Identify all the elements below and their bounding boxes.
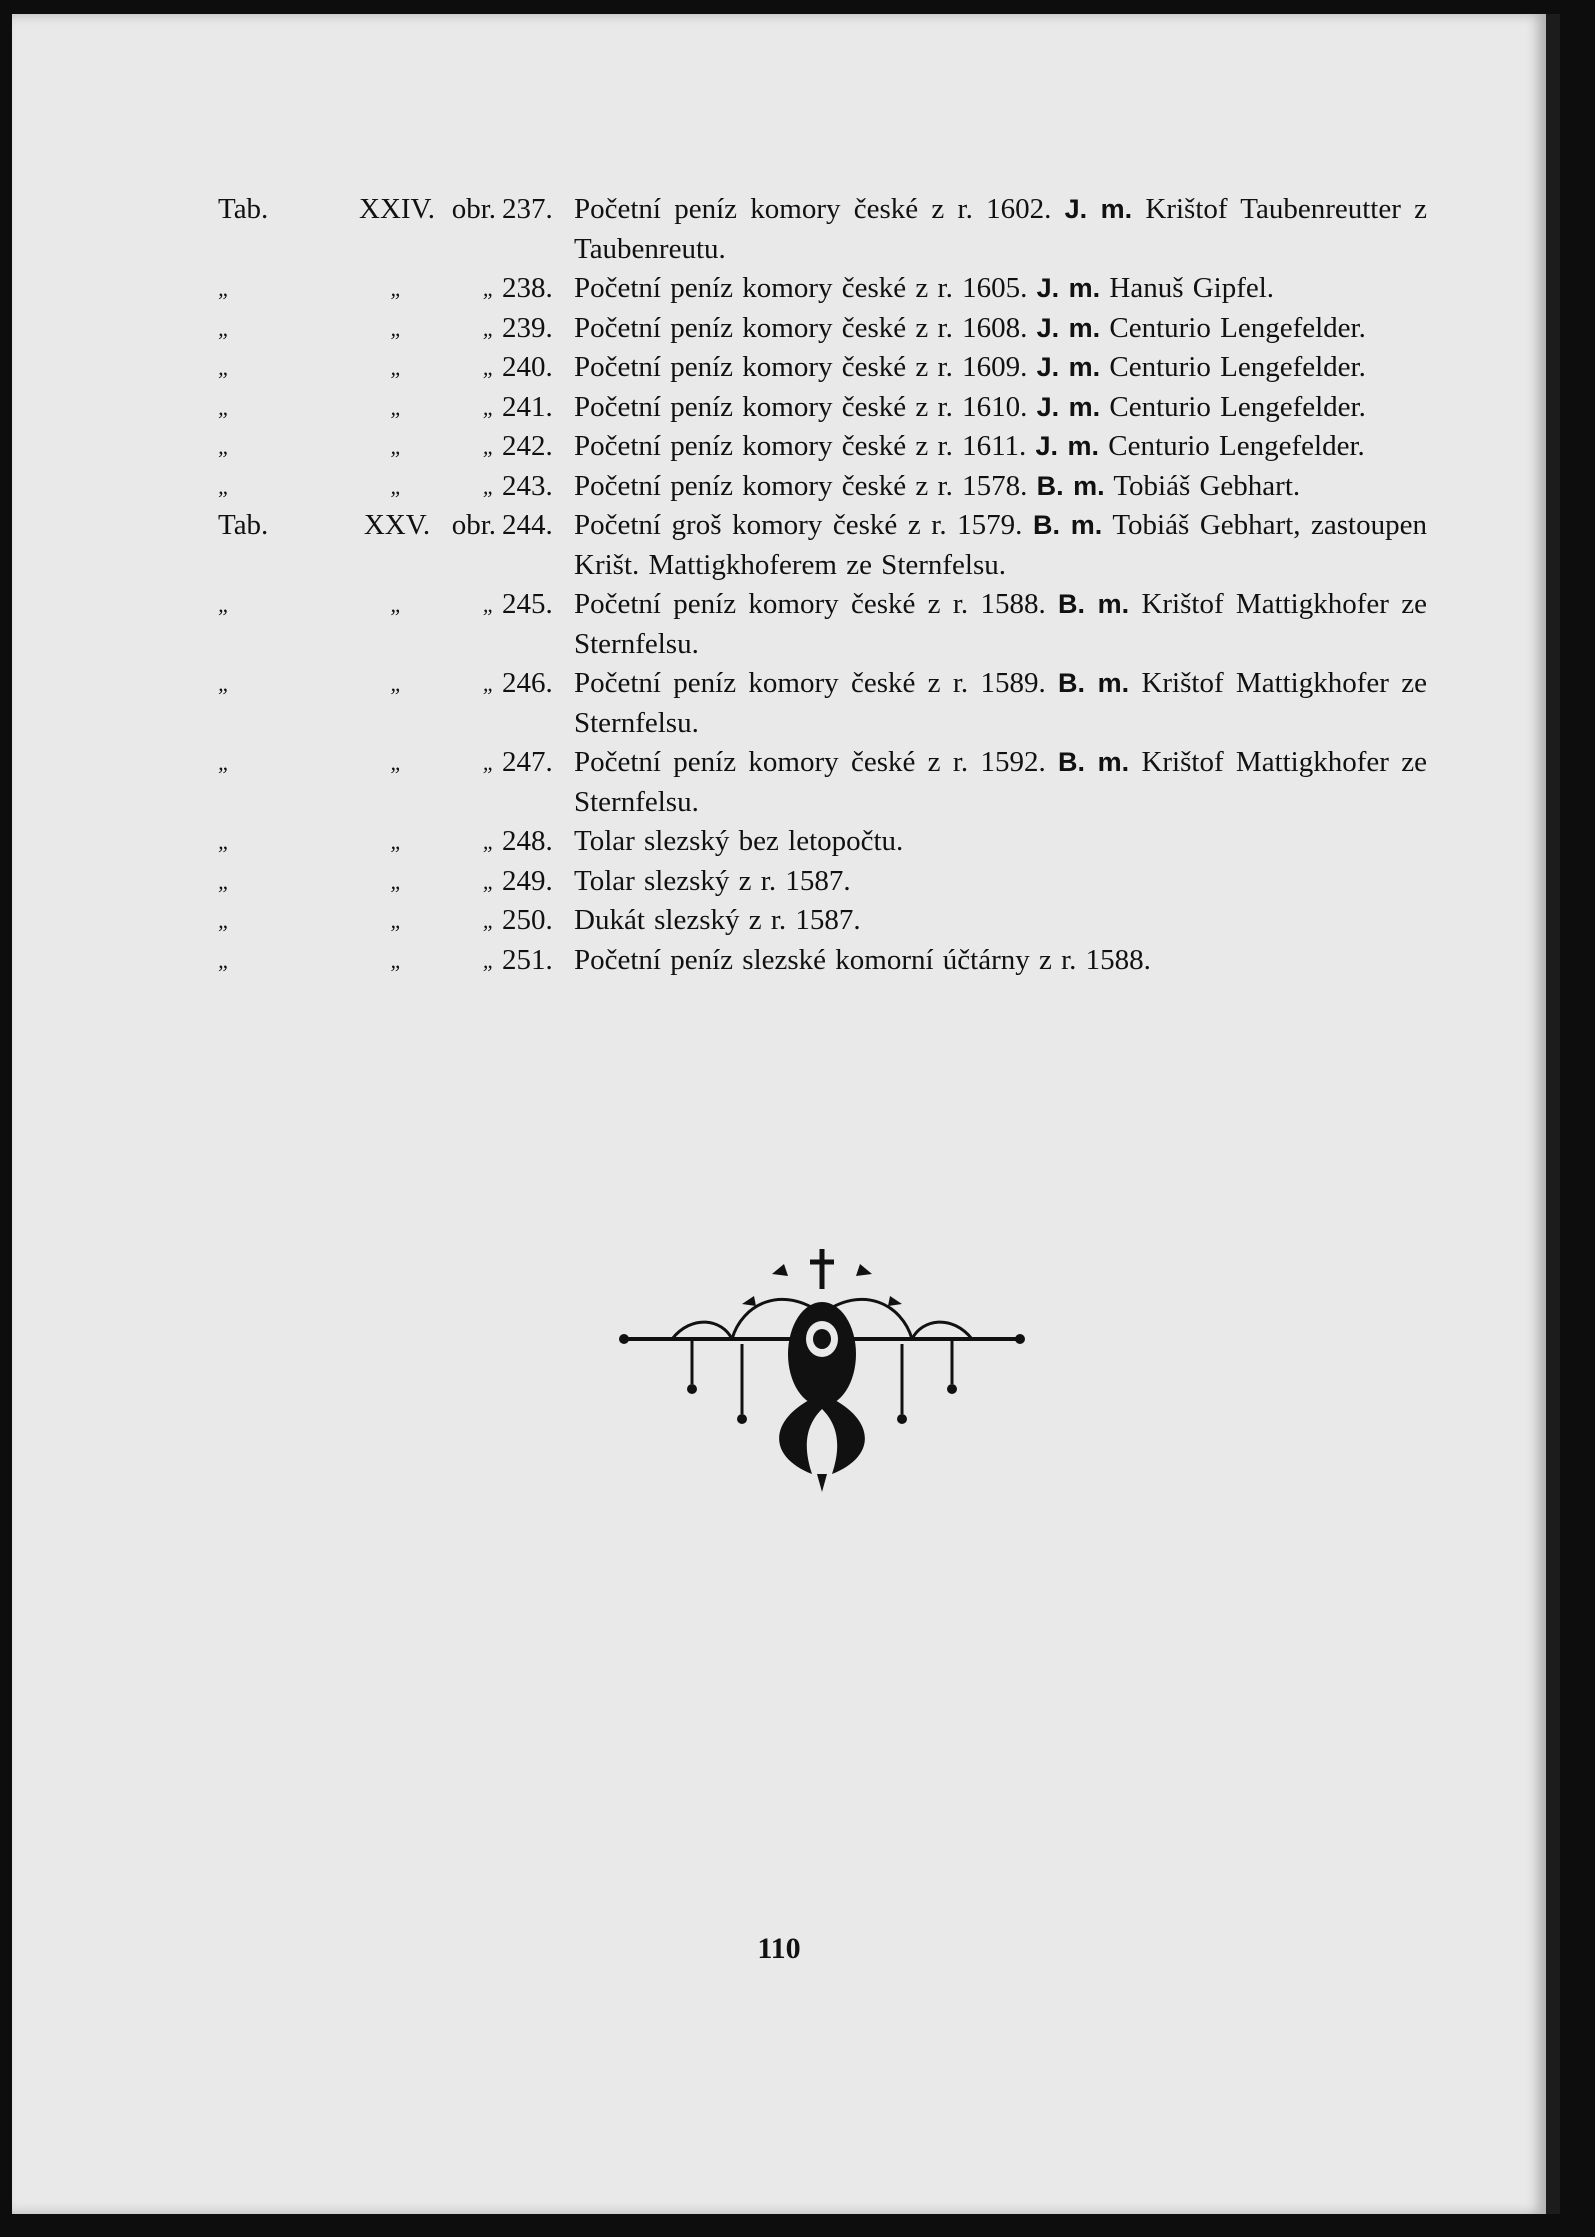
- figure-label-text: „: [482, 434, 496, 459]
- figure-number: 244.: [502, 509, 553, 541]
- description-text: Tolar slezský z r. 1587.: [574, 864, 851, 897]
- catalog-entry: [212, 862, 1427, 902]
- figure-number: 238.: [502, 272, 553, 304]
- plate-number: „: [390, 868, 404, 894]
- plate-column: [212, 822, 352, 862]
- figure-label: [442, 506, 500, 585]
- catalog-entry: [212, 467, 1427, 507]
- plate-column: [212, 269, 352, 309]
- figure-label: [442, 269, 500, 309]
- figure-label-text: obr.: [451, 193, 496, 225]
- catalog-entry: [212, 388, 1427, 428]
- plate-number: „: [390, 947, 404, 973]
- figure-label: [442, 901, 500, 941]
- plate-number: „: [390, 671, 404, 696]
- description-text: Početní peníz komory české z r. 1578.: [574, 469, 1037, 502]
- entry-description: [572, 427, 1427, 467]
- figure-number: 247.: [502, 746, 553, 778]
- plate-number: „: [390, 592, 404, 617]
- figure-label: [442, 427, 500, 467]
- catalog-entry: [212, 506, 1427, 585]
- description-text: Početní peníz komory české z r. 1589.: [574, 667, 1059, 699]
- description-text: Centurio Lengefelder.: [1100, 311, 1366, 344]
- plate-label: Tab.: [218, 509, 269, 541]
- entry-description: [572, 506, 1427, 585]
- description-text: Početní peníz komory české z r. 1592.: [574, 746, 1059, 778]
- plate-number: XXV.: [363, 509, 431, 541]
- plate-column: [212, 190, 352, 269]
- plate-column: [212, 506, 352, 585]
- catalog-entry: [212, 822, 1427, 862]
- figure-label: [442, 743, 500, 822]
- description-text: Krištof Mattigkhofer ze Sternfelsu.: [574, 746, 1427, 818]
- plate-label: „: [218, 947, 232, 973]
- description-text: Početní peníz komory české z r. 1611.: [574, 430, 1036, 462]
- catalog-entry: [212, 901, 1427, 941]
- description-text: Početní peníz slezské komorní účtárny z r. 1588.: [574, 943, 1151, 976]
- description-text: Tolar slezský bez letopočtu.: [574, 825, 904, 857]
- description-text: Krištof Mattigkhofer ze Sternfelsu.: [574, 588, 1427, 660]
- description-text: Centurio Lengefelder.: [1100, 390, 1366, 423]
- plate-label: „: [218, 434, 232, 459]
- mint-mark: J. m.: [1036, 273, 1101, 303]
- plate-number: „: [390, 276, 404, 301]
- mint-mark: B. m.: [1032, 510, 1103, 540]
- description-text: Početní peníz komory české z r. 1588.: [574, 588, 1059, 620]
- figure-number: 241.: [502, 390, 553, 423]
- mint-mark: B. m.: [1058, 589, 1130, 619]
- figure-label: [442, 348, 500, 388]
- entry-description: [572, 348, 1427, 388]
- catalog-entry: [212, 190, 1427, 269]
- plate-column: [212, 388, 352, 428]
- mint-mark: B. m.: [1058, 747, 1130, 777]
- description-text: Centurio Lengefelder.: [1100, 351, 1366, 383]
- catalog-entries: [212, 190, 1427, 980]
- plate-column: [212, 862, 352, 902]
- mint-mark: B. m.: [1058, 668, 1130, 698]
- plate-column: [212, 309, 352, 349]
- entry-description: [572, 901, 1427, 941]
- figure-number: 237.: [502, 193, 553, 225]
- figure-label-text: „: [482, 829, 496, 854]
- description-text: Početní peníz komory české z r. 1608.: [574, 311, 1037, 344]
- figure-label-text: „: [482, 355, 496, 380]
- figure-number: 250.: [502, 904, 553, 936]
- catalog-entry: [212, 941, 1427, 981]
- plate-label: „: [218, 750, 232, 775]
- description-text: Krištof Taubenreutter z Taubenreutu.: [574, 193, 1427, 265]
- entry-description: [572, 309, 1427, 349]
- figure-label-text: „: [482, 750, 496, 775]
- figure-label: [442, 190, 500, 269]
- plate-label: „: [218, 473, 232, 499]
- figure-label: [442, 467, 500, 507]
- plate-column: [212, 585, 352, 664]
- figure-label: [442, 388, 500, 428]
- entry-description: [572, 743, 1427, 822]
- plate-number: „: [390, 473, 404, 499]
- cross-ornament-icon: [612, 1244, 1032, 1494]
- plate-column: [212, 467, 352, 507]
- figure-label-text: „: [482, 592, 496, 617]
- figure-number: 239.: [502, 311, 553, 344]
- figure-label-text: „: [482, 276, 496, 301]
- plate-label: Tab.: [218, 193, 269, 225]
- plate-number: „: [390, 315, 404, 341]
- mint-mark: J. m.: [1036, 391, 1101, 422]
- description-text: Početní groš komory české z r. 1579.: [574, 509, 1033, 541]
- plate-number: „: [390, 394, 404, 420]
- plate-label: „: [218, 355, 232, 380]
- plate-number: „: [390, 908, 404, 933]
- entry-description: [572, 822, 1427, 862]
- catalog-entry: [212, 664, 1427, 743]
- plate-label: „: [218, 829, 232, 854]
- figure-number: 248.: [502, 825, 553, 857]
- mint-mark: B. m.: [1036, 470, 1105, 501]
- plate-number: „: [390, 750, 404, 775]
- figure-label-text: „: [482, 947, 496, 973]
- figure-label-text: „: [482, 671, 496, 696]
- figure-label-text: „: [482, 868, 496, 894]
- entry-description: [572, 190, 1427, 269]
- plate-number: „: [390, 829, 404, 854]
- description-text: Početní peníz komory české z r. 1609.: [574, 351, 1037, 383]
- figure-label: [442, 664, 500, 743]
- figure-label: [442, 822, 500, 862]
- description-text: Hanuš Gipfel.: [1100, 272, 1275, 304]
- plate-column: [212, 901, 352, 941]
- plate-label: „: [218, 671, 232, 696]
- page-number: 110: [757, 1932, 801, 1965]
- figure-number: 251.: [502, 943, 553, 976]
- entry-description: [572, 862, 1427, 902]
- entry-description: [572, 467, 1427, 507]
- entry-description: [572, 388, 1427, 428]
- plate-label: „: [218, 394, 232, 420]
- mint-mark: J. m.: [1036, 312, 1101, 343]
- plate-number: „: [390, 434, 404, 459]
- figure-label: [442, 941, 500, 981]
- book-page: [12, 14, 1560, 2214]
- figure-label-text: „: [482, 473, 496, 499]
- figure-number: 249.: [502, 864, 553, 897]
- figure-number: 243.: [502, 469, 553, 502]
- figure-label: [442, 585, 500, 664]
- figure-number: 245.: [502, 588, 553, 620]
- description-text: Dukát slezský z r. 1587.: [574, 904, 861, 936]
- mint-mark: J. m.: [1036, 352, 1101, 382]
- plate-column: [212, 664, 352, 743]
- catalog-entry: [212, 348, 1427, 388]
- entry-description: [572, 585, 1427, 664]
- figure-number: 246.: [502, 667, 553, 699]
- description-text: Početní peníz komory české z r. 1602.: [574, 193, 1065, 225]
- entry-description: [572, 664, 1427, 743]
- description-text: Početní peníz komory české z r. 1610.: [574, 390, 1037, 423]
- mint-mark: J. m.: [1064, 194, 1133, 224]
- figure-label-text: „: [482, 908, 496, 933]
- description-text: Tobiáš Gebhart, zastoupen Krišt. Mattigkhoferem ze Sternfelsu.: [574, 509, 1427, 581]
- figure-label-text: obr.: [451, 509, 496, 541]
- plate-label: „: [218, 276, 232, 301]
- figure-label: [442, 309, 500, 349]
- figure-label: [442, 862, 500, 902]
- plate-label: „: [218, 592, 232, 617]
- description-text: Krištof Mattigkhofer ze Sternfelsu.: [574, 667, 1427, 739]
- description-text: Početní peníz komory české z r. 1605.: [574, 272, 1037, 304]
- figure-label-text: „: [482, 394, 496, 420]
- figure-number: 240.: [502, 351, 553, 383]
- catalog-entry: [212, 427, 1427, 467]
- plate-column: [212, 348, 352, 388]
- plate-label: „: [218, 868, 232, 894]
- catalog-entry: [212, 309, 1427, 349]
- plate-column: [212, 743, 352, 822]
- plate-label: „: [218, 315, 232, 341]
- entry-description: [572, 269, 1427, 309]
- plate-label: „: [218, 908, 232, 933]
- entry-description: [572, 941, 1427, 981]
- plate-number: XXIV.: [359, 193, 435, 225]
- catalog-entry: [212, 743, 1427, 822]
- figure-number: 242.: [502, 430, 553, 462]
- description-text: Centurio Lengefelder.: [1099, 430, 1365, 462]
- catalog-entry: [212, 585, 1427, 664]
- plate-column: [212, 427, 352, 467]
- plate-number: „: [390, 355, 404, 380]
- description-text: Tobiáš Gebhart.: [1104, 469, 1301, 502]
- mint-mark: J. m.: [1035, 431, 1100, 461]
- catalog-entry: [212, 269, 1427, 309]
- figure-label-text: „: [482, 315, 496, 341]
- plate-column: [212, 941, 352, 981]
